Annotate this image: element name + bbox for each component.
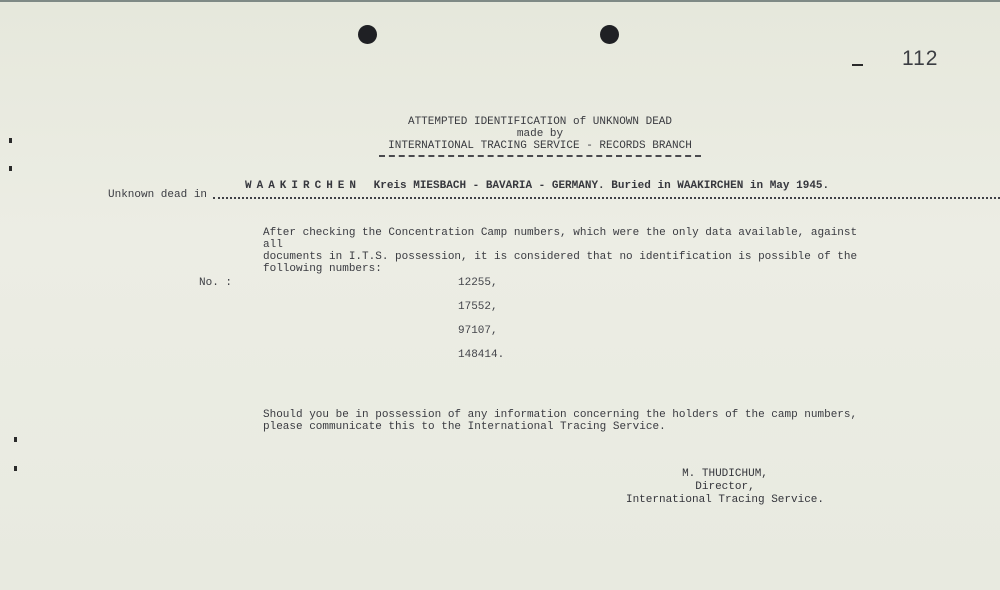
margin-mark <box>14 437 17 442</box>
location-burial: Buried in WAAKIRCHEN in May 1945. <box>611 180 830 192</box>
heading-line-3: INTERNATIONAL TRACING SERVICE - RECORDS BRANCH <box>388 140 692 152</box>
signatory-organization: International Tracing Service. <box>625 494 825 506</box>
request-paragraph <box>263 409 873 433</box>
paragraph1-line-2: documents in I.T.S. possession, it is considered that no identification is possible of the <box>263 251 858 263</box>
margin-mark <box>9 138 12 143</box>
camp-number: 12255, <box>458 277 498 289</box>
numbers-label: No. : <box>199 277 233 289</box>
signature-block <box>620 468 830 507</box>
paragraph2-line-1: Should you be in possession of any information concerning the holders of the camp numbers, <box>263 409 858 421</box>
top-edge <box>0 0 1000 2</box>
page-number: 112 <box>902 47 939 70</box>
signatory-name: M. THUDICHUM, <box>682 468 768 480</box>
heading-line-2: made by <box>516 128 564 140</box>
heading-line-1: ATTEMPTED IDENTIFICATION of UNKNOWN DEAD <box>407 116 673 128</box>
signatory-title: Director, <box>695 481 755 493</box>
dotted-fill-line <box>213 197 1000 199</box>
unknown-dead-label: Unknown dead in <box>108 189 208 201</box>
paragraph1-line-3: following numbers: <box>263 263 382 275</box>
page-mark <box>852 64 863 66</box>
location-district: Kreis MIESBACH - BAVARIA - GERMANY. <box>373 180 605 192</box>
camp-number: 148414. <box>458 349 505 361</box>
location-town: WAAKIRCHEN <box>245 180 362 192</box>
camp-numbers-list <box>458 277 504 373</box>
paragraph2-line-2: please communicate this to the International Tracing Service. <box>263 421 666 433</box>
camp-number: 17552, <box>458 301 498 313</box>
paragraph1-line-1: After checking the Concentration Camp numbers, which were the only data available, against all <box>263 227 858 251</box>
heading-underline <box>379 155 701 157</box>
checking-paragraph <box>263 227 873 275</box>
location-line <box>245 180 829 192</box>
margin-mark <box>9 166 12 171</box>
document-heading <box>340 116 740 157</box>
punch-hole-left <box>358 25 377 44</box>
camp-number: 97107, <box>458 325 498 337</box>
punch-hole-right <box>600 25 619 44</box>
margin-mark <box>14 466 17 471</box>
